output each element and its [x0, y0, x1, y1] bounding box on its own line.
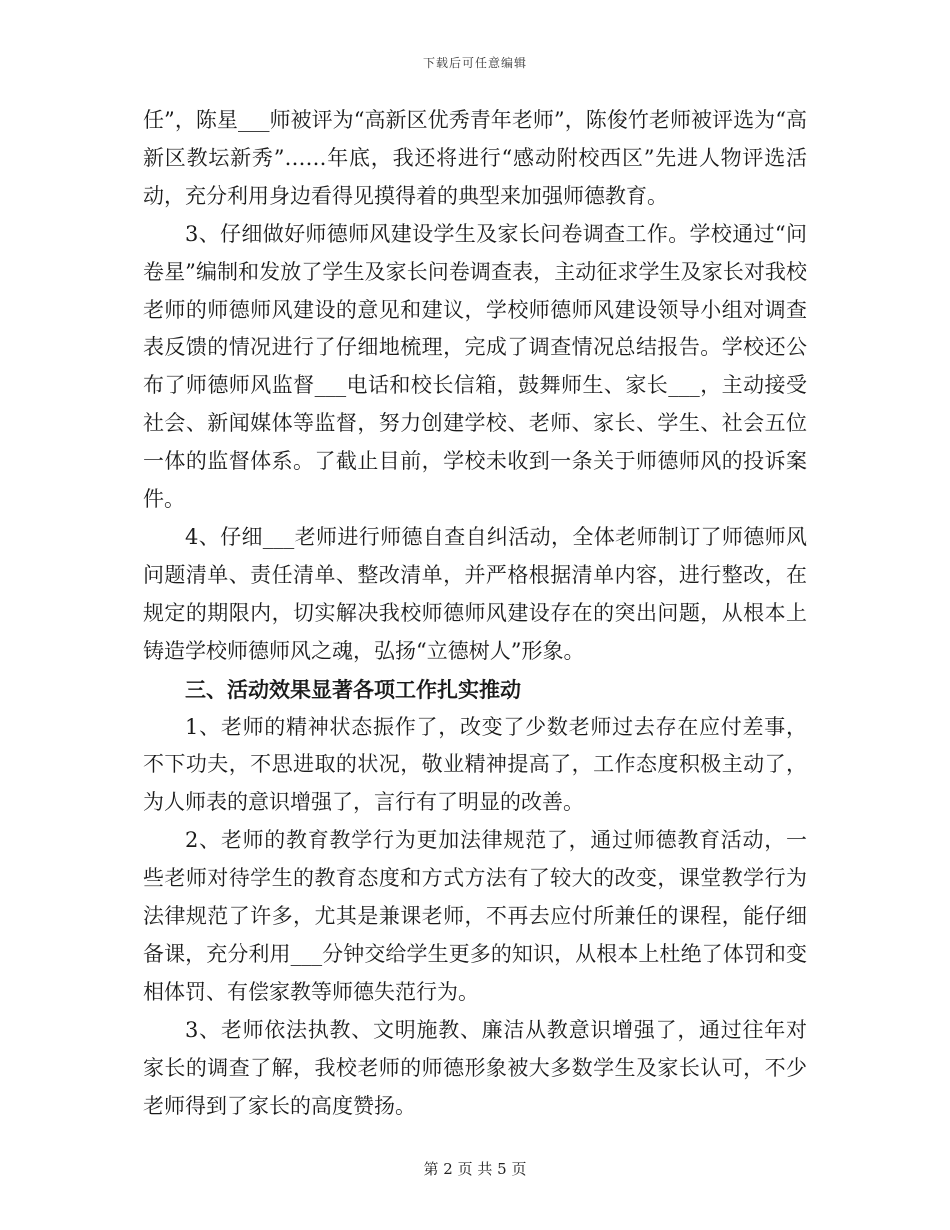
paragraph-result-1: 1、老师的精神状态振作了，改变了少数老师过去存在应付差事，不下功夫，不思进取的状况，敬业精神提高了，工作态度积极主动了，为人师表的意识增强了，言行有了明显的改善。 — [143, 714, 807, 815]
paragraph-self-inspection: 4、仔细___老师进行师德自查自纠活动，全体老师制订了师德师风问题清单、责任清单、整改清单，并严格根据清单内容，进行整改，在规定的期限内，切实解决我校师德师风建设存在的突出问题，从根本上铸造学校师德师风之魂，弘扬“立德树人”形象。 — [143, 524, 807, 663]
section-heading: 三、活动效果显著各项工作扎实推动 — [185, 676, 521, 702]
paragraph-result-2: 2、老师的教育教学行为更加法律规范了，通过师德教育活动，一些老师对待学生的教育态度和方式方法有了较大的改变，课堂教学行为法律规范了许多，尤其是兼课老师，不再去应付所兼任的课程，能仔细备课，充分利用___分钟交给学生更多的知识，从根本上杜绝了体罚和变相体罚、有偿家教等师德失范行为。 — [143, 828, 807, 1004]
paragraph-result-3: 3、老师依法执教、文明施教、廉洁从教意识增强了，通过往年对家长的调查了解，我校老师的师德形象被大多数学生及家长认可，不少老师得到了家长的高度赞扬。 — [143, 1017, 807, 1118]
paragraph-continued: 任”，陈星___师被评为“高新区优秀青年老师”，陈俊竹老师被评选为“高新区教坛新秀”……年底，我还将进行“感动附校西区”先进人物评选活动，充分利用身边看得见摸得着的典型来加强师德教育。 — [143, 108, 807, 208]
page-header: 下载后可任意编辑 — [422, 56, 527, 70]
page-number: 第 2 页 共 5 页 — [423, 1160, 527, 1178]
document-body — [143, 102, 807, 1125]
paragraph-survey: 3、仔细做好师德师风建设学生及家长问卷调查工作。学校通过“问卷星”编制和发放了学生及家长问卷调查表，主动征求学生及家长对我校老师的师德师风建设的意见和建议，学校师德师风建设领导小组对调查表反馈的情况进行了仔细地梳理，完成了调查情况总结报告。学校还公布了师德师风监督___电话和校长信箱，鼓舞师生、家长___，主动接受社会、新闻媒体等监督，努力创建学校、老师、家长、学生、社会五位一体的监督体系。了截止目前，学校未收到一条关于师德师风的投诉案件。 — [143, 221, 807, 512]
